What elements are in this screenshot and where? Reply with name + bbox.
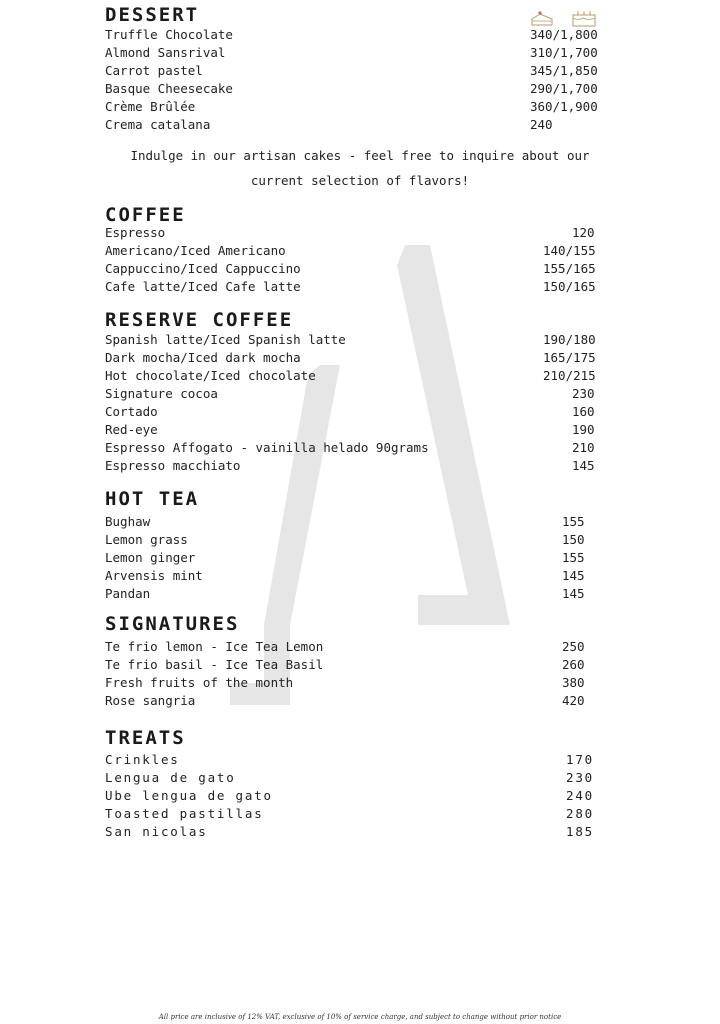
footer-disclaimer: All price are inclusive of 12% VAT, exclusive of 10% of service charge, and subject to change without prior notice bbox=[158, 1013, 562, 1021]
item-name: Carrot pastel bbox=[105, 63, 203, 78]
item-name: Crème Brûlée bbox=[105, 99, 196, 114]
item-name: Almond Sansrival bbox=[105, 45, 226, 60]
item-price: 240 bbox=[530, 117, 553, 132]
item-name: Espresso macchiato bbox=[105, 458, 241, 473]
item-price: 230 bbox=[572, 386, 595, 401]
item-price: 210 bbox=[572, 440, 595, 455]
note-line: current selection of flavors! bbox=[250, 173, 470, 188]
item-price: 360/1,900 bbox=[530, 99, 598, 114]
item-name: Espresso Affogato - vainilla helado 90grams bbox=[105, 440, 429, 455]
item-price: 260 bbox=[562, 657, 585, 672]
item-price: 140/155 bbox=[543, 243, 596, 258]
item-name: Cappuccino/Iced Cappuccino bbox=[105, 261, 301, 276]
item-name: Spanish latte/Iced Spanish latte bbox=[105, 332, 346, 347]
item-price: 190 bbox=[572, 422, 595, 437]
item-name: Arvensis mint bbox=[105, 568, 203, 583]
item-name: Hot chocolate/Iced chocolate bbox=[105, 368, 316, 383]
item-price: 190/180 bbox=[543, 332, 596, 347]
note-line: Indulge in our artisan cakes - feel free to inquire about our bbox=[130, 148, 590, 163]
item-price: 145 bbox=[572, 458, 595, 473]
item-price: 240 bbox=[566, 788, 594, 803]
item-name: Toasted pastillas bbox=[105, 806, 264, 821]
item-name: Cafe latte/Iced Cafe latte bbox=[105, 279, 301, 294]
item-name: Te frio lemon - Ice Tea Lemon bbox=[105, 639, 324, 654]
item-price: 155 bbox=[562, 514, 585, 529]
item-name: San nicolas bbox=[105, 824, 208, 839]
item-name: Truffle Chocolate bbox=[105, 27, 233, 42]
item-name: Fresh fruits of the month bbox=[105, 675, 294, 690]
item-name: Bughaw bbox=[105, 514, 151, 529]
section-title-coffee: COFFEE bbox=[105, 204, 186, 226]
item-price: 185 bbox=[566, 824, 594, 839]
item-name: Rose sangria bbox=[105, 693, 196, 708]
item-price: 280 bbox=[566, 806, 594, 821]
item-price: 420 bbox=[562, 693, 585, 708]
section-title-signatures: SIGNATURES bbox=[105, 613, 240, 635]
item-name: Basque Cheesecake bbox=[105, 81, 233, 96]
section-title-reserve-coffee: RESERVE COFFEE bbox=[105, 309, 294, 331]
item-price: 380 bbox=[562, 675, 585, 690]
item-price: 120 bbox=[572, 225, 595, 240]
item-name: Dark mocha/Iced dark mocha bbox=[105, 350, 301, 365]
item-name: Red-eye bbox=[105, 422, 158, 437]
item-price: 145 bbox=[562, 568, 585, 583]
item-price: 155/165 bbox=[543, 261, 596, 276]
dessert-note bbox=[0, 143, 720, 193]
item-price: 250 bbox=[562, 639, 585, 654]
item-name: Te frio basil - Ice Tea Basil bbox=[105, 657, 324, 672]
item-name: Lengua de gato bbox=[105, 770, 236, 785]
item-name: Americano/Iced Americano bbox=[105, 243, 286, 258]
item-price: 170 bbox=[566, 752, 594, 767]
item-name: Crema catalana bbox=[105, 117, 211, 132]
item-price: 160 bbox=[572, 404, 595, 419]
section-title-hot-tea: HOT TEA bbox=[105, 488, 200, 510]
item-name: Lemon ginger bbox=[105, 550, 196, 565]
item-price: 340/1,800 bbox=[530, 27, 598, 42]
item-name: Lemon grass bbox=[105, 532, 188, 547]
item-name: Espresso bbox=[105, 225, 166, 240]
item-price: 345/1,850 bbox=[530, 63, 598, 78]
section-title-dessert: DESSERT bbox=[105, 4, 200, 26]
item-price: 310/1,700 bbox=[530, 45, 598, 60]
item-name: Ube lengua de gato bbox=[105, 788, 273, 803]
item-price: 210/215 bbox=[543, 368, 596, 383]
item-price: 150 bbox=[562, 532, 585, 547]
item-name: Signature cocoa bbox=[105, 386, 218, 401]
item-name: Crinkles bbox=[105, 752, 180, 767]
section-title-treats: TREATS bbox=[105, 727, 186, 749]
item-price: 230 bbox=[566, 770, 594, 785]
item-price: 165/175 bbox=[543, 350, 596, 365]
item-price: 145 bbox=[562, 586, 585, 601]
item-price: 290/1,700 bbox=[530, 81, 598, 96]
item-price: 150/165 bbox=[543, 279, 596, 294]
item-price: 155 bbox=[562, 550, 585, 565]
item-name: Pandan bbox=[105, 586, 151, 601]
item-name: Cortado bbox=[105, 404, 158, 419]
